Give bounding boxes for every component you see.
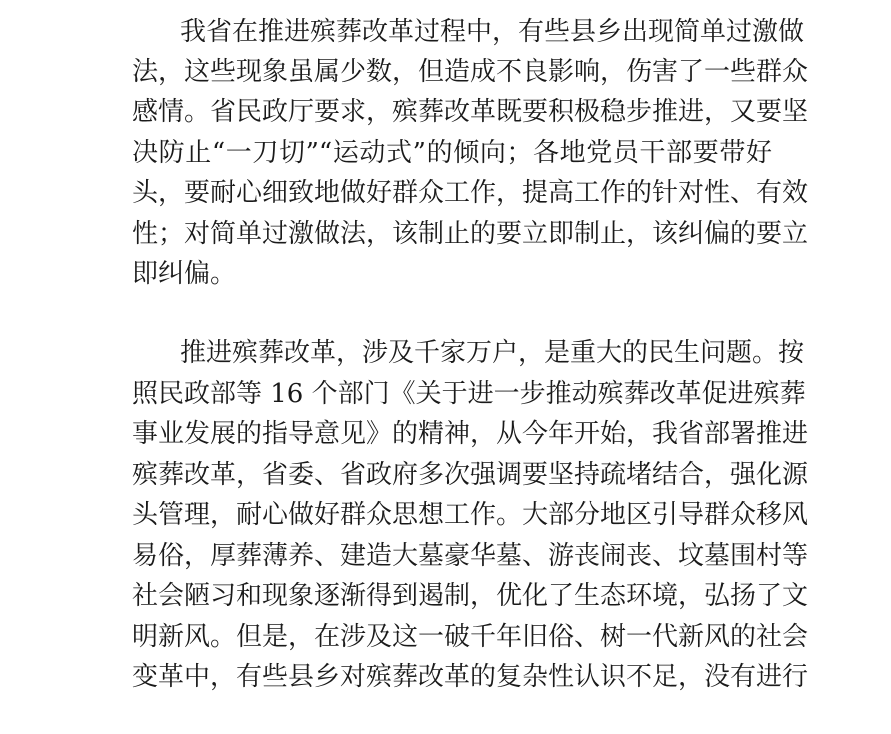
paragraph-1-line-3: 感情。省民政厅要求，殡葬改革既要积极稳步推进，又要坚 (132, 97, 809, 127)
paragraph-2-line-5: 头管理，耐心做好群众思想工作。大部分地区引导群众移风 (132, 500, 809, 530)
paragraph-2-line-9: 变革中，有些县乡对殡葬改革的复杂性认识不足，没有进行 (132, 662, 809, 692)
paragraph-2-line-3: 事业发展的指导意见》的精神，从今年开始，我省部署推进 (132, 419, 809, 449)
paragraph-1-line-1: 我省在推进殡葬改革过程中，有些县乡出现简单过激做 (180, 17, 805, 47)
paragraph-2-line-7: 社会陋习和现象逐渐得到遏制，优化了生态环境，弘扬了文 (132, 581, 809, 611)
paragraph-2-line-8: 明新风。但是，在涉及这一破千年旧俗、树一代新风的社会 (132, 622, 809, 652)
paragraph-1-line-5: 头，要耐心细致地做好群众工作，提高工作的针对性、有效 (132, 178, 809, 208)
paragraph-2-line-6: 易俗，厚葬薄养、建造大墓豪华墓、游丧闹丧、坟墓围村等 (132, 541, 809, 571)
paragraph-1-line-2: 法，这些现象虽属少数，但造成不良影响，伤害了一些群众 (132, 57, 809, 87)
paragraph-2-line-4: 殡葬改革，省委、省政府多次强调要坚持疏堵结合，强化源 (132, 460, 809, 490)
paragraph-1-line-6: 性；对简单过激做法，该制止的要立即制止，该纠偏的要立 (132, 219, 809, 249)
paragraph-1-line-7: 即纠偏。 (132, 259, 237, 289)
paragraph-2-line-2: 照民政部等 16 个部门《关于进一步推动殡葬改革促进殡葬 (132, 379, 806, 409)
paragraph-2-line-1: 推进殡葬改革，涉及千家万户，是重大的民生问题。按 (180, 338, 805, 368)
paragraph-1-line-4: 决防止“一刀切”“运动式”的倾向；各地党员干部要带好 (132, 138, 772, 168)
